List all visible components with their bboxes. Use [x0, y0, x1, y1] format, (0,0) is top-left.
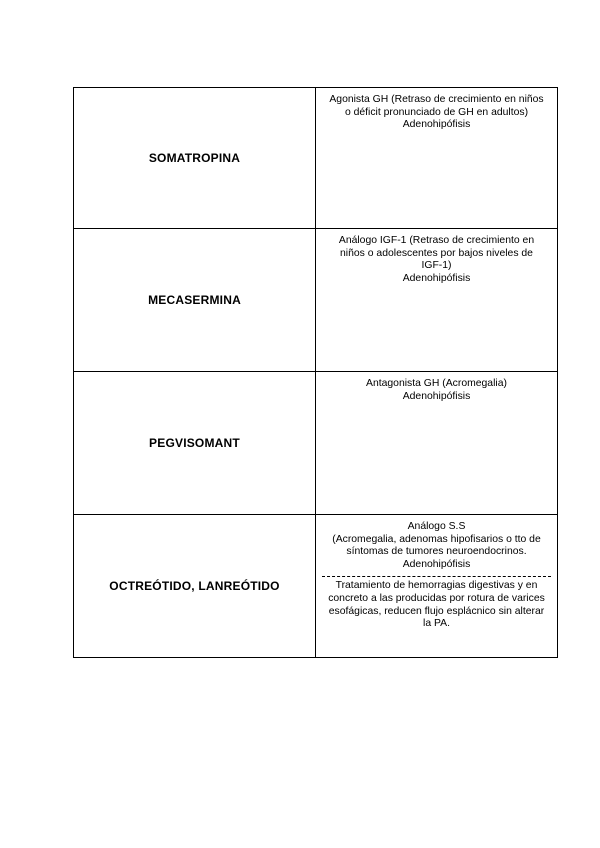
drug-info	[316, 372, 558, 515]
drug-info	[316, 229, 558, 372]
drug-name: MECASERMINA	[74, 229, 316, 372]
info-line: esofágicas, reducen flujo esplácnico sin alterar	[328, 605, 545, 617]
dashed-divider	[322, 576, 551, 577]
table-row	[74, 229, 558, 372]
drug-table	[73, 87, 558, 658]
info-line: IGF-1)	[421, 260, 452, 272]
info-line: o déficit pronunciado de GH en adultos)	[344, 106, 529, 118]
info-line: Adenohipófisis	[402, 390, 471, 402]
info-line: Adenohipófisis	[402, 558, 471, 570]
drug-info	[316, 515, 558, 658]
info-line: síntomas de tumores neuroendocrinos.	[346, 546, 527, 558]
info-line: niños o adolescentes por bajos niveles de	[340, 247, 533, 259]
table-row	[74, 372, 558, 515]
table-row	[74, 515, 558, 658]
drug-name: OCTREÓTIDO, LANREÓTIDO	[74, 515, 316, 658]
info-line: concreto a las producidas por rotura de varices	[328, 592, 545, 604]
drug-name: SOMATROPINA	[74, 88, 316, 229]
info-line: Análogo S.S	[407, 521, 466, 532]
info-line: Adenohipófisis	[402, 272, 471, 284]
info-line: Antagonista GH (Acromegalia)	[366, 378, 507, 389]
info-line: Adenohipófisis	[402, 119, 471, 131]
info-line: Análogo IGF-1 (Retraso de crecimiento en	[338, 235, 535, 246]
table-row	[74, 88, 558, 229]
info-line: (Acromegalia, adenomas hipofisarios o tto de	[332, 533, 541, 545]
drug-name: PEGVISOMANT	[74, 372, 316, 515]
drug-info	[316, 88, 558, 229]
info-line: Tratamiento de hemorragias digestivas y en	[335, 580, 538, 592]
info-line: Agonista GH (Retraso de crecimiento en niños	[329, 94, 544, 105]
info-line: la PA.	[423, 618, 450, 630]
